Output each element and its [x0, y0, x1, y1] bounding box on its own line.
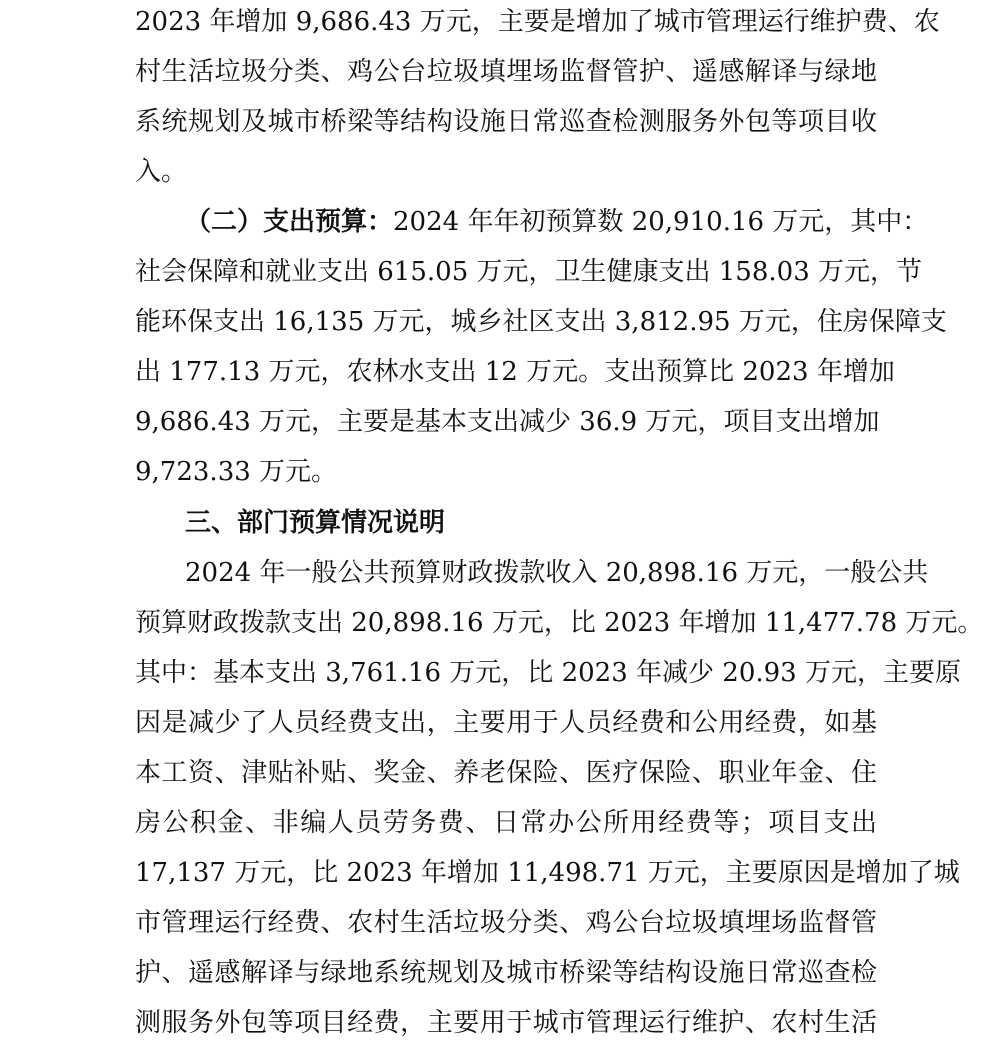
section-heading: 三、部门预算情况说明: [185, 508, 446, 538]
text-line: 护、遥感解译与绿地系统规划及城市桥梁等结构设施日常巡查检: [135, 958, 877, 988]
text-line: 系统规划及城市桥梁等结构设施日常巡查检测服务外包等项目收: [135, 107, 877, 137]
text-line: 其中：基本支出 3,761.16 万元，比 2023 年减少 20.93 万元，主要原: [135, 658, 961, 688]
expenditure-heading: （二）支出预算：: [185, 207, 394, 237]
text-line: 房公积金、非编人员劳务费、日常办公所用经费等；项目支出: [135, 808, 877, 838]
text-line: 市管理运行经费、农村生活垃圾分类、鸡公台垃圾填埋场监督管: [135, 908, 877, 938]
text-line: 测服务外包等项目经费，主要用于城市管理运行维护、农村生活: [135, 1008, 877, 1038]
text-line: 出 177.13 万元，农林水支出 12 万元。支出预算比 2023 年增加: [135, 357, 895, 387]
text-line: 9,723.33 万元。: [135, 457, 338, 487]
text-line: 村生活垃圾分类、鸡公台垃圾填埋场监督管护、遥感解译与绿地: [135, 57, 877, 87]
expenditure-first-line: [185, 202, 929, 242]
text-line: 9,686.43 万元，主要是基本支出减少 36.9 万元，项目支出增加: [135, 407, 880, 437]
text-line: 能环保支出 16,135 万元，城乡社区支出 3,812.95 万元，住房保障支: [135, 307, 947, 337]
text-line: 本工资、津贴补贴、奖金、养老保险、医疗保险、职业年金、住: [135, 758, 877, 788]
text-line: 因是减少了人员经费支出，主要用于人员经费和公用经费，如基: [135, 708, 877, 738]
text-line: 2024 年一般公共预算财政拨款收入 20,898.16 万元，一般公共: [185, 558, 929, 588]
text-line: 2023 年增加 9,686.43 万元，主要是增加了城市管理运行维护费、农: [135, 7, 940, 37]
text-line: 社会保障和就业支出 615.05 万元，卫生健康支出 158.03 万元，节: [135, 257, 923, 287]
text-line: 入。: [135, 157, 188, 187]
expenditure-first-line-text: 2024 年年初预算数 20,910.16 万元，其中：: [393, 207, 929, 237]
text-line: 预算财政拨款支出 20,898.16 万元，比 2023 年增加 11,477.78 万元。: [135, 608, 984, 638]
text-line: 17,137 万元，比 2023 年增加 11,498.71 万元，主要原因是增加了城: [135, 858, 960, 888]
